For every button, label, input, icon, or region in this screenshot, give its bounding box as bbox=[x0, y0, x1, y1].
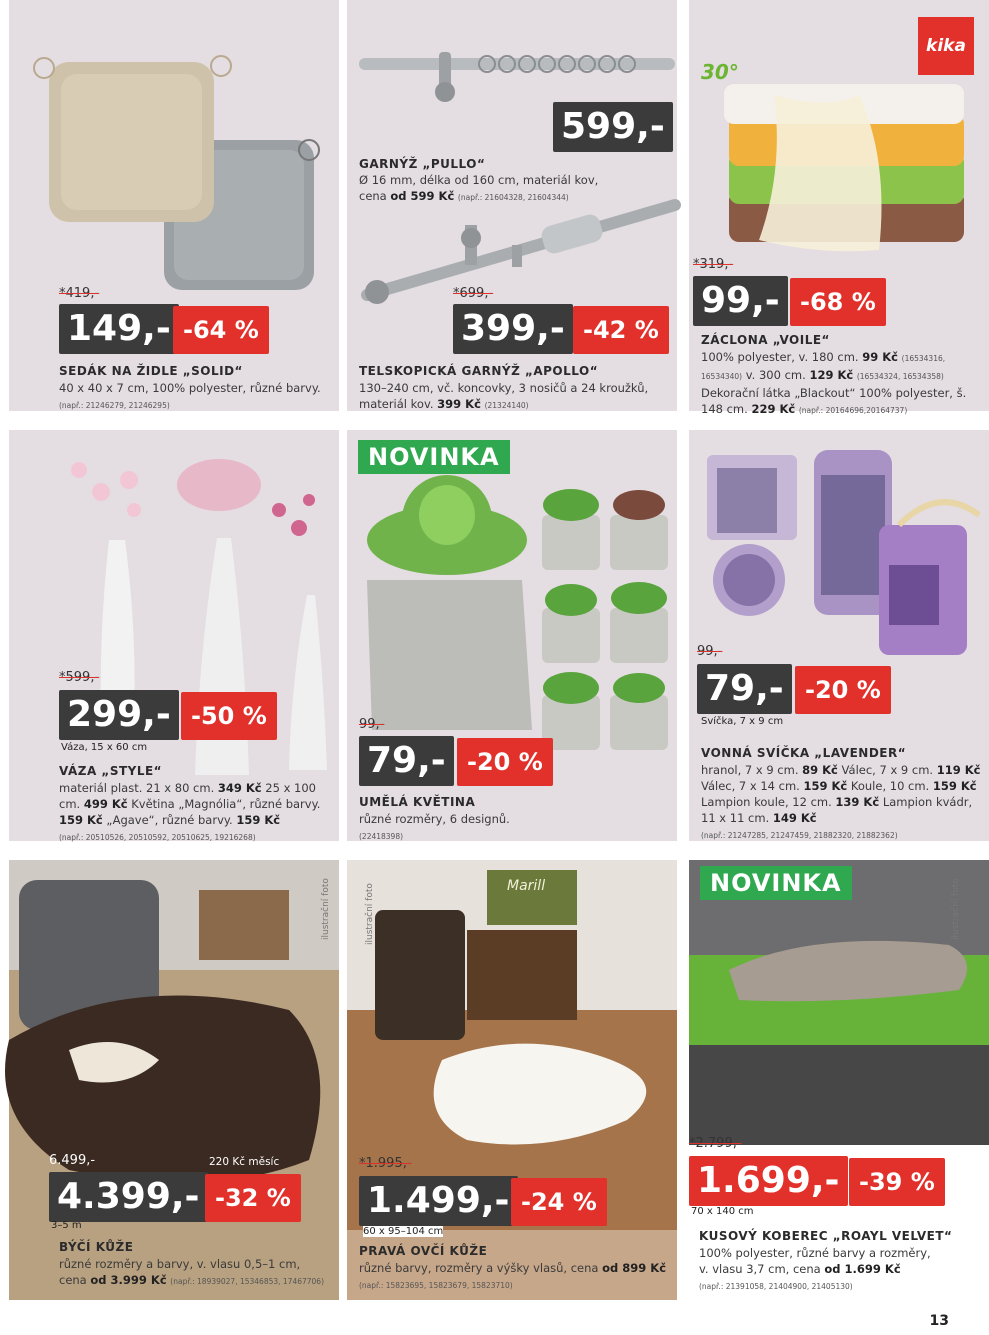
description-price: 159 Kč bbox=[236, 813, 281, 827]
page-number: 13 bbox=[929, 1313, 949, 1329]
product-title: VÁZA „STYLE“ bbox=[59, 764, 163, 778]
old-price: 99,- bbox=[697, 644, 723, 659]
description-line: v. vlasu 3,7 cm, cena bbox=[699, 1262, 825, 1276]
product-description bbox=[359, 1260, 674, 1294]
description-price: 99 Kč bbox=[862, 350, 898, 364]
size-note: 60 x 95–104 cm bbox=[363, 1226, 444, 1237]
description-line: materiál kov. bbox=[359, 397, 438, 411]
price-box: 149,- bbox=[59, 304, 179, 354]
price-box: 79,- bbox=[697, 664, 792, 714]
price-box: 1.499,- bbox=[359, 1176, 518, 1226]
size-note: Svíčka, 7 x 9 cm bbox=[701, 716, 784, 727]
illustrative-photo-note: ilustrační foto bbox=[951, 878, 961, 940]
description-price: 129 Kč bbox=[809, 368, 854, 382]
article-ref: (např.: 21391058, 21404900, 21405130) bbox=[699, 1282, 853, 1291]
discount-badge: -32 % bbox=[205, 1174, 301, 1222]
new-badge: NOVINKA bbox=[358, 440, 510, 474]
discount-badge: -24 % bbox=[511, 1178, 607, 1226]
description-line: cena bbox=[359, 189, 391, 203]
article-ref: (např.: 21604328, 21604344) bbox=[457, 193, 569, 202]
product-panel-rods bbox=[347, 0, 677, 411]
product-panel-candles bbox=[689, 430, 989, 841]
product-description bbox=[359, 172, 634, 206]
description-line: Válec, 7 x 14 cm. bbox=[701, 779, 804, 793]
size-note: 3–5 m bbox=[51, 1220, 82, 1231]
old-price: 6.499,- bbox=[49, 1153, 96, 1168]
product-panel-solid bbox=[9, 0, 339, 411]
description-line: Lampion kvádr, 11 x 11 cm. bbox=[701, 795, 973, 825]
description-price: 119 Kč bbox=[936, 763, 981, 777]
candles-image bbox=[689, 430, 989, 670]
product-description bbox=[701, 349, 981, 419]
old-price: *699,- bbox=[453, 286, 494, 301]
description-price: od 899 Kč bbox=[602, 1261, 667, 1275]
description-price: 399 Kč bbox=[437, 397, 481, 411]
temperature-badge: 30° bbox=[701, 60, 739, 84]
description-price: 89 Kč bbox=[802, 763, 838, 777]
description-price: od 1.699 Kč bbox=[824, 1262, 901, 1276]
product-description bbox=[359, 811, 634, 845]
description-price: 159 Kč bbox=[59, 813, 103, 827]
product-description bbox=[699, 1245, 984, 1295]
description-line: Koule, 10 cm. bbox=[847, 779, 933, 793]
product-panel-plant bbox=[347, 430, 677, 841]
article-ref: (22418398) bbox=[359, 832, 404, 841]
kika-logo: kika bbox=[918, 17, 974, 75]
product-title: KUSOVÝ KOBEREC „ROAYL VELVET“ bbox=[699, 1229, 953, 1243]
price-box: 1.699,- bbox=[689, 1156, 848, 1206]
description-line: Květina „Magnólia“, různé barvy. bbox=[127, 797, 321, 811]
discount-badge: -68 % bbox=[790, 278, 886, 326]
plant-image bbox=[347, 430, 677, 760]
article-ref: (21324140) bbox=[484, 401, 529, 410]
new-badge: NOVINKA bbox=[700, 866, 852, 900]
price-box: 299,- bbox=[59, 690, 179, 740]
product-panel-vase bbox=[9, 430, 339, 841]
description-line: 25 x 100 cm. bbox=[59, 781, 316, 811]
product-description bbox=[701, 762, 983, 844]
product-title: UMĚLÁ KVĚTINA bbox=[359, 795, 476, 809]
cowhide-room-image bbox=[9, 860, 339, 1300]
discount-badge: -20 % bbox=[795, 666, 891, 714]
price-box: 99,- bbox=[693, 276, 788, 326]
article-ref: (např.: 20164696,20164737) bbox=[798, 406, 908, 415]
discount-badge: -42 % bbox=[573, 306, 669, 354]
description-price: od 3.999 Kč bbox=[90, 1273, 167, 1287]
product-title: SEDÁK NA ŽIDLE „SOLID“ bbox=[59, 364, 243, 378]
article-ref: (např.: 20510526, 20510592, 20510625, 19216268) bbox=[59, 833, 256, 842]
product-description bbox=[59, 380, 334, 414]
product-description bbox=[59, 1256, 337, 1290]
product-title: PRAVÁ OVČÍ KŮŽE bbox=[359, 1244, 488, 1258]
product-title: BÝČÍ KŮŽE bbox=[59, 1240, 134, 1254]
description-price: od 599 Kč bbox=[390, 189, 455, 203]
discount-badge: -39 % bbox=[849, 1158, 945, 1206]
article-ref: (např.: 18939027, 15346853, 17467706) bbox=[170, 1277, 325, 1286]
description-line: hranol, 7 x 9 cm. bbox=[701, 763, 803, 777]
article-ref: (16534316, 16534340) bbox=[701, 354, 946, 381]
article-ref: (16534324, 16534358) bbox=[856, 372, 944, 381]
old-price: *419,- bbox=[59, 286, 100, 301]
description-text: 40 x 40 x 7 cm, 100% polyester, různé barvy. bbox=[59, 381, 321, 395]
description-text: různé rozměry, 6 designů. bbox=[359, 812, 510, 826]
sheepskin-room-image bbox=[347, 860, 677, 1230]
old-price: 99,- bbox=[359, 717, 385, 732]
description-price: 159 Kč bbox=[932, 779, 977, 793]
product-title: TELSKOPICKÁ GARNÝŽ „APOLLO“ bbox=[359, 364, 599, 378]
article-ref: (např.: 15823695, 15823679, 15823710) bbox=[359, 1281, 513, 1290]
description-line: 100% polyester, různé barvy a rozměry, bbox=[699, 1246, 931, 1260]
description-line: Lampion koule, 12 cm. bbox=[701, 795, 836, 809]
price-box: 79,- bbox=[359, 736, 454, 786]
illustrative-photo-note: ilustrační foto bbox=[321, 878, 331, 940]
old-price: *1.995,- bbox=[359, 1156, 412, 1171]
description-price: 349 Kč bbox=[217, 781, 262, 795]
description-line: Ø 16 mm, délka od 160 cm, materiál kov, bbox=[359, 173, 599, 187]
planter-sign: Marill bbox=[507, 878, 546, 894]
old-price: *599,- bbox=[59, 670, 100, 685]
description-price: 159 Kč bbox=[803, 779, 848, 793]
product-title: VONNÁ SVÍČKA „LAVENDER“ bbox=[701, 746, 907, 760]
discount-badge: -50 % bbox=[181, 692, 277, 740]
old-price: *2.799,- bbox=[689, 1136, 742, 1151]
product-title: ZÁCLONA „VOILE“ bbox=[701, 333, 830, 347]
description-price: 499 Kč bbox=[83, 797, 128, 811]
product-title: GARNÝŽ „PULLO“ bbox=[359, 157, 486, 171]
description-line: materiál plast. 21 x 80 cm. bbox=[59, 781, 218, 795]
price-box: 4.399,- bbox=[49, 1172, 208, 1222]
description-price: 139 Kč bbox=[835, 795, 880, 809]
illustrative-photo-note: ilustrační foto bbox=[365, 883, 375, 945]
description-line: 100% polyester, v. 180 cm. bbox=[701, 350, 863, 364]
price-box: 599,- bbox=[553, 102, 673, 152]
article-ref: (např.: 21247285, 21247459, 21882320, 21882362) bbox=[701, 831, 898, 840]
product-panel-cowhide bbox=[9, 860, 339, 1300]
old-price: *319,- bbox=[693, 257, 734, 272]
size-note: Váza, 15 x 60 cm bbox=[61, 742, 148, 753]
rug-image bbox=[689, 860, 989, 1150]
description-line: 130–240 cm, vč. koncovky, 3 nosičů a 24 kroužků, bbox=[359, 381, 649, 395]
product-panel-rug bbox=[689, 860, 989, 1300]
description-line: různé rozměry a barvy, v. vlasu 0,5–1 cm, bbox=[59, 1257, 301, 1271]
description-line: cena bbox=[59, 1273, 91, 1287]
description-line: Válec, 7 x 9 cm. bbox=[837, 763, 937, 777]
description-line: Dekorační látka „Blackout“ 100% polyester, š. 148 cm. bbox=[701, 386, 967, 416]
size-note: 70 x 140 cm bbox=[691, 1206, 754, 1217]
description-line: v. 300 cm. bbox=[745, 368, 810, 382]
discount-badge: -64 % bbox=[173, 306, 269, 354]
price-box: 399,- bbox=[453, 304, 573, 354]
product-description bbox=[359, 380, 669, 414]
cushion-image bbox=[9, 0, 339, 300]
description-price: 229 Kč bbox=[751, 402, 796, 416]
article-ref: (např.: 21246279, 21246295) bbox=[59, 401, 170, 410]
description-price: 149 Kč bbox=[772, 811, 817, 825]
description-line: „Agave“, různé barvy. bbox=[102, 813, 237, 827]
description-line: různé barvy, rozměry a výšky vlasů, cena bbox=[359, 1261, 603, 1275]
monthly-note: 220 Kč měsíc bbox=[209, 1156, 280, 1168]
product-panel-sheepskin bbox=[347, 860, 677, 1300]
product-description bbox=[59, 780, 334, 846]
discount-badge: -20 % bbox=[457, 738, 553, 786]
